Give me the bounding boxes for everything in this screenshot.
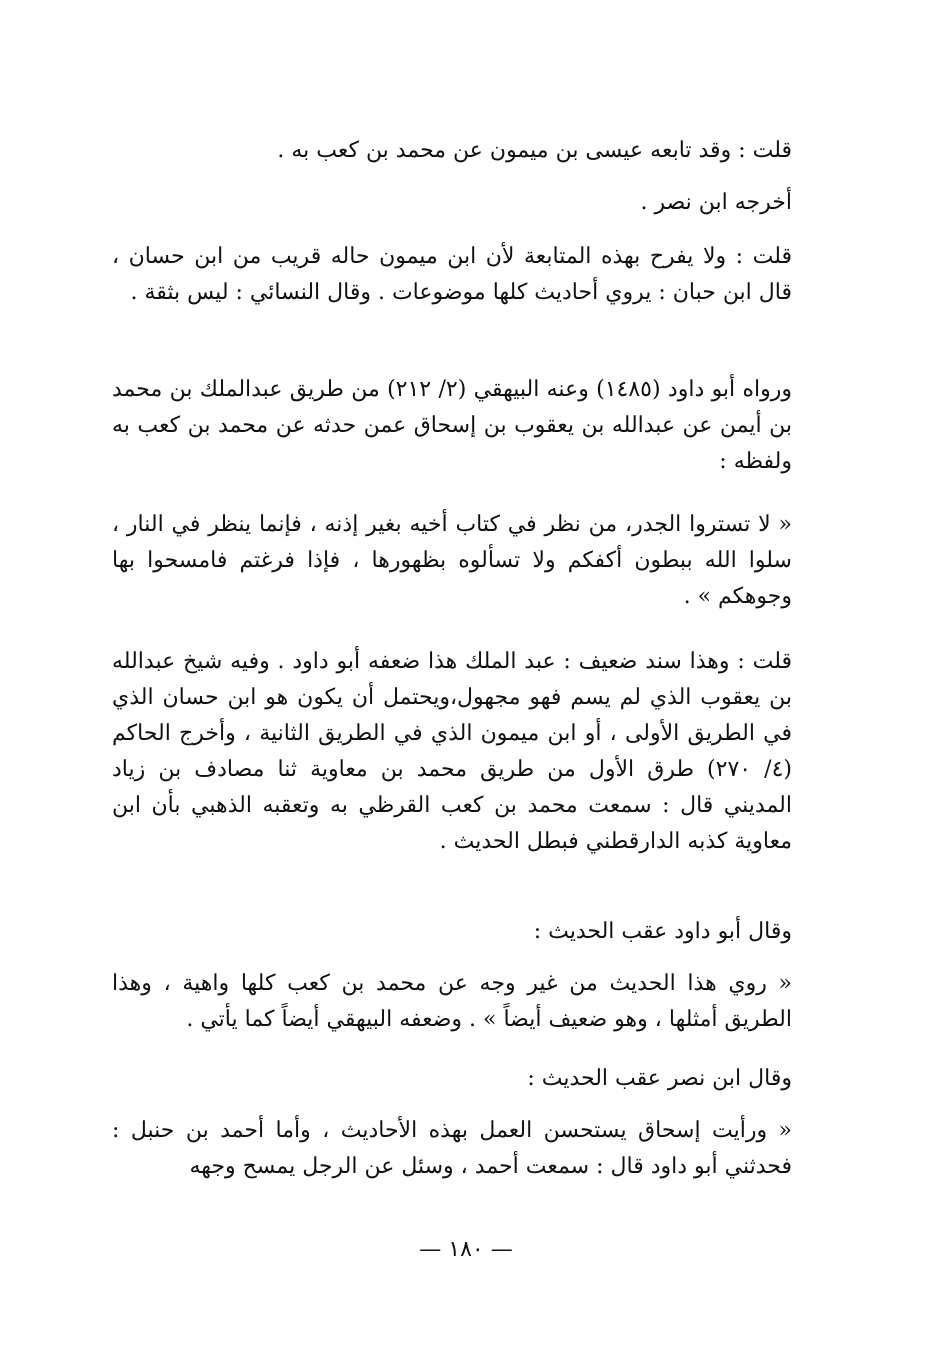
paragraph-ibn-nasr-aqib: وقال ابن نصر عقب الحديث : <box>527 1066 792 1091</box>
paragraph-abu-dawud-quote: « روي هذا الحديث من غير وجه عن محمد بن كعب كلها واهية ، وهذا الطريق أمثلها ، وهو ضعيف أيضاً » . وضعفه البيهقي أيضاً كما يأتي . <box>112 971 792 1032</box>
paragraph-abu-dawud-aqib: وقال أبو داود عقب الحديث : <box>533 919 792 944</box>
paragraph-qult-tabaahu: قلت : وقد تابعه عيسى بن ميمون عن محمد بن كعب به . <box>277 138 792 163</box>
paragraph-ibn-maymun: قلت : ولا يفرح بهذه المتابعة لأن ابن ميمون حاله قريب من ابن حسان ، قال ابن حبان : يروي أحاديث كلها موضوعات . وقال النسائي : ليس بثقة . <box>112 244 792 305</box>
paragraph-ishaq-quote: « ورأيت إسحاق يستحسن العمل بهذه الأحاديث ، وأما أحمد بن حنبل : فحدثني أبو داود قال : سمعت أحمد ، وسئل عن الرجل يمسح وجهه <box>112 1118 792 1179</box>
paragraph-sanad-daif: قلت : وهذا سند ضعيف : عبد الملك هذا ضعفه أبو داود . وفيه شيخ عبدالله بن يعقوب الذي لم يسم فهو مجهول،ويحتمل أن يكون هو ابن حسان الذي في الطريق الأولى ، أو ابن ميمون الذي في الطريق الثانية ، وأخرج الحاكم (٤/ ٢٧٠) طرق الأول من طريق محمد بن معاوية ثنا مصادف بن زياد المديني قال : سمعت محمد بن كعب القرظي به وتعقبه الذهبي بأن ابن معاوية كذبه الدارقطني فبطل الحديث . <box>112 649 792 854</box>
paragraph-abu-dawud-riwaya: ورواه أبو داود (١٤٨٥) وعنه البيهقي (٢/ ٢١٢) من طريق عبدالملك بن محمد بن أيمن عن عبدالله بن يعقوب بن إسحاق عمن حدثه عن محمد بن كعب به ولفظه : <box>112 377 793 474</box>
paragraph-akhrajahu: أخرجه ابن نصر . <box>640 190 792 215</box>
page-number: — ١٨٠ — <box>419 1237 513 1262</box>
paragraph-hadith-text: « لا تستروا الجدر، من نظر في كتاب أخيه بغير إذنه ، فإنما ينظر في النار ، سلوا الله ببطون أكفكم ولا تسألوه بظهورها ، فإذا فرغتم فامسحوا بها وجوهكم » . <box>112 512 792 609</box>
